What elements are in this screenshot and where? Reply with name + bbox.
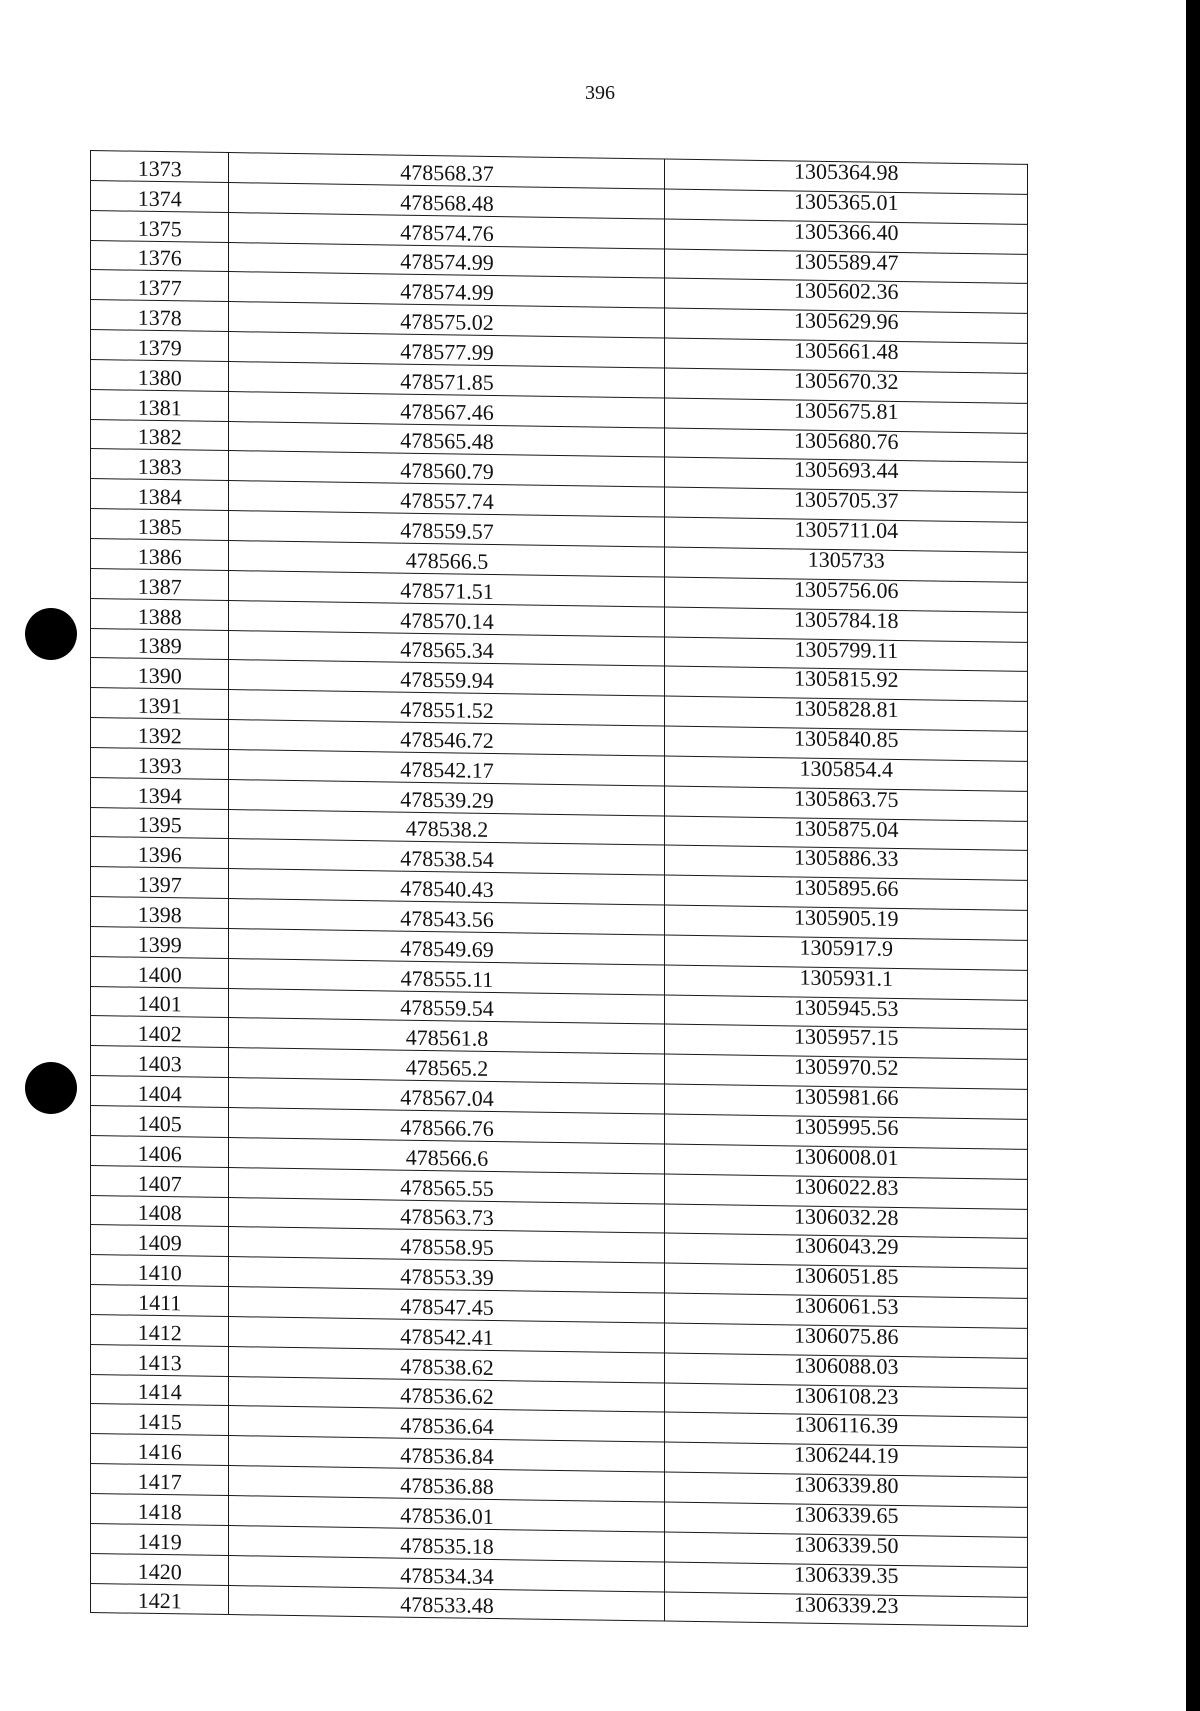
point-id-cell — [91, 1493, 229, 1525]
scan-edge-shadow — [1186, 0, 1200, 1711]
page-number: 396 — [585, 82, 615, 104]
x-coordinate-cell — [229, 1585, 665, 1621]
point-id-cell — [91, 807, 229, 839]
x-coordinate-text: 478533.48 — [400, 1591, 494, 1619]
point-id-cell — [91, 479, 229, 511]
point-id-text: 1388 — [137, 603, 182, 629]
y-coordinate-text: 1306339.50 — [793, 1531, 899, 1558]
point-id-cell — [91, 867, 229, 899]
point-id-text: 1418 — [137, 1498, 182, 1525]
point-id-text: 1392 — [137, 722, 182, 749]
y-coordinate-text: 1306075.86 — [793, 1322, 899, 1349]
y-coordinate-text: 1305364.98 — [793, 158, 899, 185]
y-coordinate-text: 1305828.81 — [793, 695, 899, 723]
x-coordinate-text: 478557.74 — [400, 487, 494, 515]
point-id-cell — [91, 1225, 229, 1257]
point-id-cell — [91, 1553, 229, 1585]
y-coordinate-text: 1305981.66 — [793, 1083, 899, 1111]
y-coordinate-text: 1305733 — [807, 546, 885, 573]
x-coordinate-text: 478538.62 — [400, 1353, 494, 1380]
x-coordinate-text: 478559.94 — [400, 666, 494, 694]
x-coordinate-text: 478536.01 — [400, 1502, 494, 1529]
x-coordinate-text: 478536.62 — [400, 1383, 494, 1410]
y-coordinate-text: 1306244.19 — [793, 1441, 899, 1469]
y-coordinate-text: 1305784.18 — [793, 606, 899, 633]
x-coordinate-text: 478547.45 — [400, 1293, 494, 1320]
point-id-cell — [91, 1195, 229, 1227]
point-id-cell — [91, 1464, 229, 1496]
x-coordinate-text: 478536.64 — [400, 1412, 494, 1440]
y-coordinate-text: 1306043.29 — [793, 1232, 899, 1260]
point-id-cell — [91, 210, 229, 242]
y-coordinate-text: 1305895.66 — [793, 874, 899, 902]
point-id-cell — [91, 658, 229, 690]
point-id-text: 1393 — [137, 752, 182, 779]
x-coordinate-text: 478542.17 — [400, 756, 494, 783]
point-id-cell — [91, 509, 229, 541]
point-id-cell — [91, 1404, 229, 1436]
y-coordinate-text: 1305840.85 — [793, 725, 899, 753]
y-coordinate-text: 1305365.01 — [793, 188, 899, 215]
point-id-cell — [91, 568, 229, 600]
point-id-text: 1407 — [137, 1170, 182, 1196]
x-coordinate-text: 478575.02 — [400, 308, 494, 336]
point-id-text: 1374 — [137, 185, 182, 212]
point-id-text: 1399 — [137, 931, 182, 958]
y-coordinate-text: 1305629.96 — [793, 307, 899, 335]
point-id-cell — [91, 1165, 229, 1197]
point-id-cell — [91, 1314, 229, 1346]
y-coordinate-text: 1305589.47 — [793, 247, 899, 275]
point-id-text: 1402 — [137, 1021, 182, 1047]
point-id-cell — [91, 1046, 229, 1078]
point-id-cell — [91, 718, 229, 750]
point-id-text: 1395 — [137, 812, 182, 838]
x-coordinate-text: 478568.37 — [400, 159, 494, 186]
point-id-cell — [91, 986, 229, 1018]
y-coordinate-text: 1305670.32 — [793, 367, 899, 394]
y-coordinate-text: 1305799.11 — [794, 635, 899, 663]
x-coordinate-text: 478565.2 — [405, 1054, 489, 1082]
y-coordinate-text: 1305661.48 — [793, 337, 899, 365]
point-id-cell — [91, 1583, 229, 1615]
point-id-text: 1416 — [137, 1438, 182, 1465]
x-coordinate-text: 478567.04 — [400, 1084, 494, 1111]
point-id-cell — [91, 688, 229, 720]
point-id-cell — [91, 1106, 229, 1138]
x-coordinate-text: 478560.79 — [400, 457, 494, 485]
y-coordinate-text: 1306008.01 — [793, 1143, 899, 1170]
x-coordinate-text: 478574.99 — [400, 278, 494, 306]
y-coordinate-text: 1306061.53 — [793, 1292, 899, 1320]
point-id-text: 1409 — [137, 1229, 182, 1256]
y-coordinate-text: 1306108.23 — [793, 1382, 899, 1409]
point-id-text: 1413 — [137, 1349, 182, 1375]
point-id-cell — [91, 270, 229, 302]
x-coordinate-text: 478577.99 — [400, 338, 494, 365]
point-id-text: 1387 — [137, 573, 182, 600]
point-id-text: 1380 — [137, 364, 182, 391]
y-coordinate-text: 1305957.15 — [793, 1023, 899, 1051]
x-coordinate-text: 478566.5 — [405, 547, 489, 574]
point-id-text: 1382 — [137, 424, 182, 450]
point-id-cell — [91, 837, 229, 869]
y-coordinate-text: 1305815.92 — [793, 665, 899, 693]
point-id-text: 1373 — [137, 155, 182, 182]
x-coordinate-text: 478559.57 — [400, 517, 494, 544]
point-id-cell — [91, 897, 229, 929]
y-coordinate-text: 1305705.37 — [793, 486, 899, 514]
point-id-cell — [91, 628, 229, 660]
x-coordinate-text: 478570.14 — [400, 607, 494, 634]
x-coordinate-text: 478558.95 — [400, 1233, 494, 1261]
point-id-text: 1417 — [137, 1468, 182, 1495]
point-id-text: 1415 — [137, 1408, 182, 1435]
x-coordinate-text: 478574.99 — [400, 248, 494, 276]
point-id-cell — [91, 330, 229, 362]
punch-hole-icon — [25, 1062, 77, 1114]
x-coordinate-text: 478565.34 — [400, 636, 494, 664]
point-id-text: 1420 — [137, 1558, 182, 1584]
point-id-text: 1400 — [137, 961, 182, 987]
point-id-text: 1405 — [137, 1110, 182, 1137]
y-coordinate-text: 1306116.39 — [794, 1411, 899, 1439]
point-id-cell — [91, 151, 229, 183]
point-id-text: 1398 — [137, 901, 182, 928]
point-id-text: 1408 — [137, 1200, 182, 1226]
y-coordinate-text: 1306339.23 — [793, 1590, 899, 1618]
point-id-cell — [91, 1285, 229, 1317]
point-id-text: 1385 — [137, 513, 182, 540]
point-id-cell — [91, 598, 229, 630]
point-id-text: 1384 — [137, 483, 182, 510]
y-coordinate-text: 1306339.65 — [793, 1501, 899, 1528]
x-coordinate-text: 478540.43 — [400, 875, 494, 903]
x-coordinate-text: 478559.54 — [400, 995, 494, 1022]
y-coordinate-text: 1306339.80 — [793, 1471, 899, 1499]
y-coordinate-text: 1305970.52 — [793, 1053, 899, 1081]
y-coordinate-text: 1305693.44 — [793, 456, 899, 484]
y-coordinate-text: 1305675.81 — [793, 397, 899, 424]
x-coordinate-text: 478553.39 — [400, 1263, 494, 1291]
point-id-cell — [91, 449, 229, 481]
x-coordinate-text: 478546.72 — [400, 726, 494, 753]
point-id-text: 1396 — [137, 841, 182, 868]
point-id-text: 1383 — [137, 453, 182, 480]
y-coordinate-text: 1305756.06 — [793, 576, 899, 603]
point-id-text: 1391 — [137, 692, 182, 719]
y-coordinate-text: 1305854.4 — [799, 755, 893, 782]
point-id-text: 1419 — [137, 1528, 182, 1555]
y-coordinate-text: 1306022.83 — [793, 1173, 899, 1200]
y-coordinate-text: 1305863.75 — [793, 785, 899, 812]
y-coordinate-text: 1305931.1 — [799, 964, 893, 991]
x-coordinate-text: 478561.8 — [405, 1024, 489, 1052]
point-id-cell — [91, 300, 229, 332]
point-id-text: 1377 — [137, 274, 182, 301]
point-id-text: 1397 — [137, 871, 182, 898]
point-id-cell — [91, 747, 229, 779]
point-id-text: 1404 — [137, 1080, 182, 1107]
point-id-cell — [91, 1374, 229, 1406]
y-coordinate-text: 1305905.19 — [793, 904, 899, 932]
y-coordinate-text: 1305995.56 — [793, 1113, 899, 1140]
point-id-text: 1390 — [137, 662, 182, 689]
point-id-text: 1401 — [137, 991, 182, 1017]
y-coordinate-text: 1305680.76 — [793, 427, 899, 454]
point-id-text: 1389 — [137, 633, 182, 659]
point-id-cell — [91, 1135, 229, 1167]
point-id-cell — [91, 1076, 229, 1108]
point-id-text: 1412 — [137, 1319, 182, 1346]
y-coordinate-text: 1305602.36 — [793, 277, 899, 305]
x-coordinate-text: 478542.41 — [400, 1323, 494, 1350]
x-coordinate-text: 478535.18 — [400, 1532, 494, 1559]
x-coordinate-text: 478566.6 — [405, 1144, 489, 1171]
point-id-cell — [91, 389, 229, 421]
point-id-text: 1403 — [137, 1050, 182, 1077]
point-id-cell — [91, 777, 229, 809]
y-coordinate-cell — [665, 1592, 1028, 1627]
x-coordinate-text: 478539.29 — [400, 786, 494, 813]
point-id-cell — [91, 926, 229, 958]
punch-hole-icon — [25, 608, 77, 660]
y-coordinate-text: 1305711.04 — [794, 516, 899, 544]
coordinates-table-body — [91, 151, 1028, 1627]
point-id-cell — [91, 180, 229, 212]
point-id-cell — [91, 956, 229, 988]
point-id-text: 1375 — [137, 215, 182, 241]
point-id-cell — [91, 1016, 229, 1048]
point-id-text: 1378 — [137, 304, 182, 331]
x-coordinate-text: 478536.88 — [400, 1472, 494, 1499]
x-coordinate-text: 478565.55 — [400, 1174, 494, 1201]
x-coordinate-text: 478567.46 — [400, 398, 494, 425]
x-coordinate-text: 478566.76 — [400, 1114, 494, 1141]
x-coordinate-text: 478538.54 — [400, 845, 494, 873]
x-coordinate-text: 478538.2 — [405, 816, 489, 843]
x-coordinate-text: 478568.48 — [400, 189, 494, 216]
point-id-cell — [91, 1523, 229, 1555]
point-id-cell — [91, 538, 229, 570]
point-id-cell — [91, 1344, 229, 1376]
point-id-cell — [91, 1255, 229, 1287]
point-id-text: 1381 — [137, 394, 182, 420]
x-coordinate-text: 478571.85 — [400, 368, 494, 395]
x-coordinate-text: 478536.84 — [400, 1442, 494, 1470]
x-coordinate-text: 478543.56 — [400, 905, 494, 932]
point-id-text: 1386 — [137, 543, 182, 570]
x-coordinate-text: 478551.52 — [400, 696, 494, 724]
point-id-cell — [91, 1434, 229, 1466]
x-coordinate-text: 478534.34 — [400, 1562, 494, 1589]
point-id-text: 1406 — [137, 1140, 182, 1167]
y-coordinate-text: 1306339.35 — [793, 1561, 899, 1588]
y-coordinate-text: 1305886.33 — [793, 844, 899, 872]
point-id-text: 1379 — [137, 334, 182, 361]
y-coordinate-text: 1306051.85 — [793, 1262, 899, 1290]
x-coordinate-text: 478563.73 — [400, 1203, 494, 1231]
x-coordinate-text: 478571.51 — [400, 577, 494, 604]
x-coordinate-text: 478555.11 — [400, 965, 494, 992]
y-coordinate-text: 1305917.9 — [799, 934, 893, 961]
point-id-text: 1414 — [137, 1379, 182, 1405]
point-id-text: 1376 — [137, 245, 182, 271]
y-coordinate-text: 1306032.28 — [793, 1202, 899, 1230]
y-coordinate-text: 1306088.03 — [793, 1352, 899, 1379]
y-coordinate-text: 1305366.40 — [793, 218, 899, 245]
coordinates-table — [90, 150, 1028, 1627]
y-coordinate-text: 1305875.04 — [793, 815, 899, 842]
point-id-text: 1421 — [137, 1588, 182, 1614]
x-coordinate-text: 478565.48 — [400, 428, 494, 455]
x-coordinate-text: 478574.76 — [400, 219, 494, 246]
point-id-cell — [91, 240, 229, 272]
point-id-cell — [91, 359, 229, 391]
point-id-text: 1394 — [137, 782, 182, 808]
y-coordinate-text: 1305945.53 — [793, 994, 899, 1021]
point-id-text: 1411 — [138, 1289, 182, 1316]
x-coordinate-text: 478549.69 — [400, 935, 494, 962]
point-id-text: 1410 — [137, 1259, 182, 1286]
point-id-cell — [91, 419, 229, 451]
